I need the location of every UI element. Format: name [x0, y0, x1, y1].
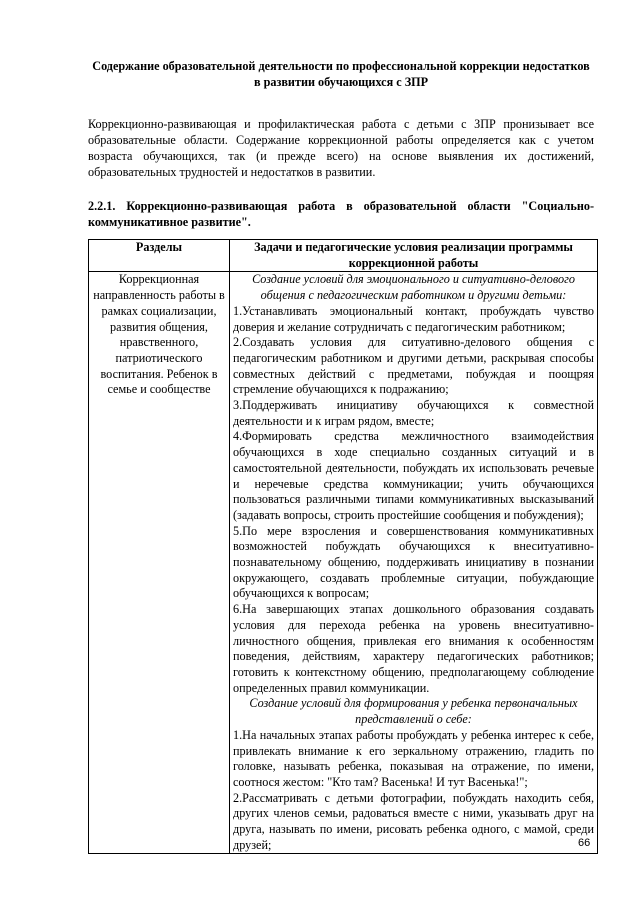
header-sections: Разделы: [89, 240, 230, 272]
tasks-table: [88, 239, 598, 854]
block1-item: 4.Формировать средства межличностного взаимодействия обучающихся в ходе специально созданных ситуаций и в самостоятельной деятельности, побуждать их использовать речевые и неречевые средства коммуникации; учить обучающихся пользоваться различными типами коммуникативных высказываний (задавать вопросы, строить простейшие сообщения и побуждения);: [233, 429, 594, 522]
block1-title: Создание условий для эмоционального и ситуативно-делового общения с педагогическим работником и другими детьми:: [252, 272, 575, 303]
header-tasks: Задачи и педагогические условия реализации программы коррекционной работы: [230, 240, 598, 272]
page-number: 66: [578, 837, 591, 849]
table-row: [89, 272, 598, 854]
block2-item: 2.Рассматривать с детьми фотографии, побуждать находить себя, других членов семьи, радоваться вместе с ними, указывать друг на друга, называть по имени, рисовать ребенка одного, с мамой, среди друзей;: [233, 790, 594, 852]
block1-item: 5.По мере взросления и совершенствования коммуникативных возможностей побуждать обучающихся к внеситуативно-познавательному общению, поддерживать инициативу в познании окружающего, создавать проблемные ситуации, побуждающие обучающихся к вопросам;: [233, 523, 594, 601]
block2-title: Создание условий для формирования у ребенка первоначальных представлений о себе:: [249, 696, 578, 727]
table-header-row: [89, 240, 598, 272]
block1-item: 2.Создавать условия для ситуативно-делового общения с педагогическим работником и другими детьми, раскрывая способы совместных действий с предметами, побуждая и поощряя стремление обучающихся к подражанию;: [233, 335, 594, 397]
block1-item: 6.На завершающих этапах дошкольного образования создавать условия для перехода ребенка на уровень внеситуативно-личностного общения, привлекая его внимания к особенностям поведения, действиям, характеру педагогических работников; готовить к контекстному общению, предполагающему соблюдение определенных правил коммуникации.: [233, 602, 594, 695]
block1-item: 3.Поддерживать инициативу обучающихся к совместной деятельности и к играм рядом, вместе;: [233, 398, 594, 428]
document-page: [88, 58, 594, 854]
intro-paragraph: Коррекционно-развивающая и профилактическая работа с детьми с ЗПР пронизывает все образовательные области. Содержание коррекционной работы определяется как с учетом возраста обучающихся, так (и прежде всего) на основе выявления их достижений, образовательных трудностей и недостатков в развитии.: [88, 117, 594, 179]
section-name-cell: Коррекционная направленность работы в рамках социализации, развития общения, нравственного, патриотического воспитания. Ребенок в семье и сообществе: [89, 272, 230, 854]
block1-item: 1.Устанавливать эмоциональный контакт, пробуждать чувство доверия и желание сотрудничать с педагогическим работником;: [233, 303, 594, 334]
document-title: Содержание образовательной деятельности по профессиональной коррекции недостатков в развитии обучающихся с ЗПР: [92, 59, 590, 89]
tasks-cell: [230, 272, 598, 854]
section-heading: 2.2.1. Коррекционно-развивающая работа в образовательной области "Социально-коммуникативное развитие".: [88, 199, 594, 229]
block2-item: 1.На начальных этапах работы пробуждать у ребенка интерес к себе, привлекать внимание к его зеркальному отражению, гладить по головке, называть ребенка, показывая на отражение, по имени, соотнося жестом: "Кто там? Васенька! И тут Васенька!";: [233, 727, 594, 789]
